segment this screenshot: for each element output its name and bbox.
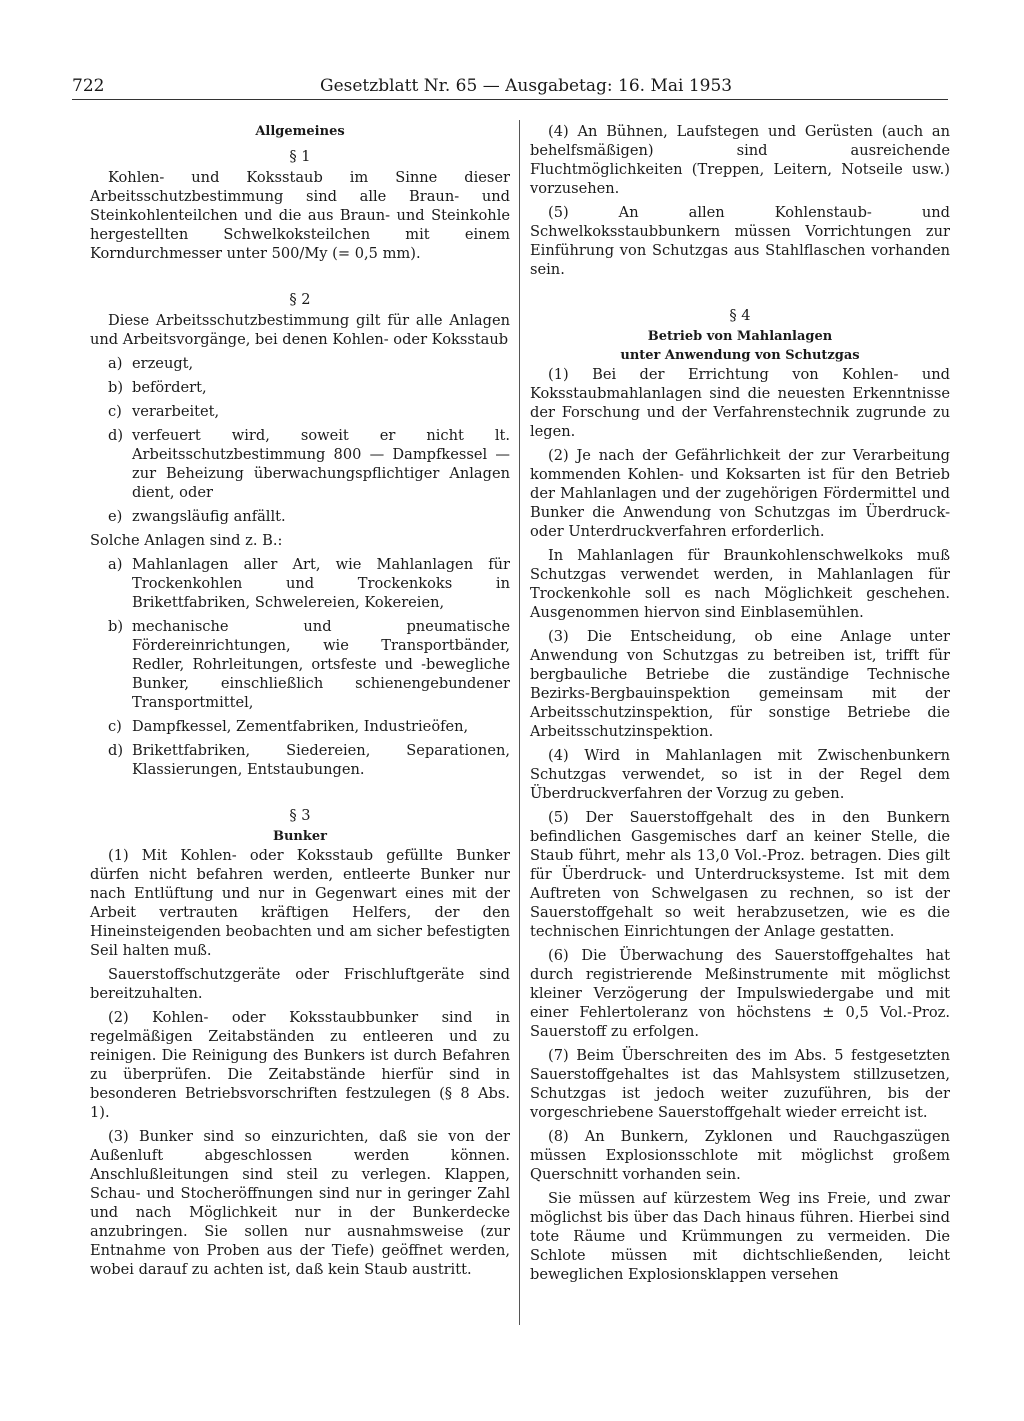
column-divider <box>519 120 520 1325</box>
paragraph: (7) Beim Überschreiten des im Abs. 5 festgesetzten Sauerstoffgehaltes ist das Mahlsystem stillzusetzen, Schutzgas ist jedoch weiter zuzuführen, bis der vorgeschriebene Sauerstoffgehalt wieder erreicht ist. <box>530 1047 950 1121</box>
heading-mahlanlagen: Betrieb von Mahlanlagen <box>647 329 833 344</box>
paragraph: (2) Kohlen- oder Koksstaubbunker sind in regelmäßigen Zeitabständen zu entleeren und zu reinigen. Die Reinigung des Bunkers ist durch Befahren zu überprüfen. Die Zeitabstände hierfür sind in besonderen Betriebsvorschriften festzulegen (§ 8 Abs. 1). <box>90 1009 510 1121</box>
section-mark-2: § 2 <box>289 291 311 308</box>
heading-bunker: Bunker <box>272 829 328 844</box>
running-title: Gesetzblatt Nr. 65 — Ausgabetag: 16. Mai 1953 <box>320 76 733 96</box>
section-mark-3: § 3 <box>289 807 311 824</box>
paragraph: Solche Anlagen sind z. B.: <box>90 532 283 549</box>
list-item: d) Brikettfabriken, Siedereien, Separationen, Klassierungen, Entstaubungen. <box>108 742 510 778</box>
paragraph: (3) Die Entscheidung, ob eine Anlage unter Anwendung von Schutzgas zu betreiben ist, trifft für bergbauliche Betriebe die zuständige Technische Bezirks-Bergbauinspektion gemeinsam mit der Arbeitsschutzinspektion, für sonstige Betriebe die Arbeitsschutzinspektion. <box>530 628 950 740</box>
paragraph: (5) Der Sauerstoffgehalt des in den Bunkern befindlichen Gasgemisches darf an keiner Stelle, die Staub führt, mehr als 13,0 Vol.-Proz. betragen. Dies gilt für Überdruck- und Unterdrucksysteme. Ist mit dem Auftreten von Schwelgasen zu rechnen, so ist der Sauerstoffgehalt so weit herabzusetzen, wie es die technischen Einrichtungen der Anlage gestatten. <box>530 809 950 940</box>
section-mark-1: § 1 <box>289 148 311 165</box>
paragraph: In Mahlanlagen für Braunkohlenschwelkoks muß Schutzgas verwendet werden, in Mahlanlagen für Trockenkohle soll es nach Möglichkeit geschehen. Ausgenommen hiervon sind Einblasemühlen. <box>530 547 950 621</box>
list-item: c) Dampfkessel, Zementfabriken, Industrieöfen, <box>108 718 469 735</box>
left-column <box>90 122 510 1284</box>
list-item: a) Mahlanlagen aller Art, wie Mahlanlagen für Trockenkohlen und Trockenkoks in Brikettfabriken, Schwelereien, Kokereien, <box>108 556 510 611</box>
heading-schutzgas: unter Anwendung von Schutzgas <box>620 348 860 363</box>
header-rule <box>72 99 948 100</box>
list-item: c) verarbeitet, <box>108 403 220 420</box>
paragraph: Diese Arbeitsschutzbestimmung gilt für alle Anlagen und Arbeitsvorgänge, bei denen Kohlen- oder Koksstaub <box>90 312 510 348</box>
paragraph: Sauerstoffschutzgeräte oder Frischluftgeräte sind bereitzuhalten. <box>90 966 510 1002</box>
list-item: a) erzeugt, <box>108 355 194 372</box>
paragraph: (4) Wird in Mahlanlagen mit Zwischenbunkern Schutzgas verwendet, so ist in der Regel dem Überdruckverfahren der Vorzug zu geben. <box>530 747 950 802</box>
right-column <box>530 122 950 1289</box>
paragraph: (2) Je nach der Gefährlichkeit der zur Verarbeitung kommenden Kohlen- und Koksarten ist für den Betrieb der Mahlanlagen und der zugehörigen Fördermittel und Bunker die Anwendung von Schutzgas im Überdruck- oder Unterdruckverfahren erforderlich. <box>530 447 950 540</box>
paragraph: Kohlen- und Koksstaub im Sinne dieser Arbeitsschutzbestimmung sind alle Braun- und Steinkohlenteilchen und die aus Braun- und Steinkohle hergestellten Schwelkoksteilchen mit einem Korndurchmesser unter 500/My (= 0,5 mm). <box>90 169 510 262</box>
page-header <box>72 76 948 102</box>
list-item: e) zwangsläufig anfällt. <box>108 508 286 525</box>
list-item: b) mechanische und pneumatische Fördereinrichtungen, wie Transportbänder, Redler, Rohrleitungen, ortsfeste und -bewegliche Bunker, einschließlich schienengebundener Transportmittel, <box>108 618 510 711</box>
paragraph: (1) Mit Kohlen- oder Koksstaub gefüllte Bunker dürfen nicht befahren werden, entleerte Bunker nur nach Entlüftung und nur in Gegenwart eines mit der Arbeit vertrauten kräftigen Helfers, der den Hineinsteigenden beobachten und am sicher befestigten Seil halten muß. <box>90 847 510 959</box>
section-mark-4: § 4 <box>729 307 751 324</box>
paragraph: (6) Die Überwachung des Sauerstoffgehaltes hat durch registrierende Meßinstrumente mit möglichst kleiner Verzögerung der Impulswiedergabe und mit einer Fehlertoleranz von höchstens ± 0,5 Vol.-Proz. Sauerstoff zu erfolgen. <box>530 947 950 1040</box>
paragraph: (8) An Bunkern, Zyklonen und Rauchgaszügen müssen Explosionsschlote mit möglichst großem Querschnitt vorhanden sein. <box>530 1128 950 1183</box>
page-number: 722 <box>72 76 105 96</box>
paragraph: (4) An Bühnen, Laufstegen und Gerüsten (auch an behelfsmäßigen) sind ausreichende Fluchtmöglichkeiten (Treppen, Leitern, Notseile usw.) vorzusehen. <box>530 123 950 197</box>
list-item: b) befördert, <box>108 379 207 396</box>
paragraph: (3) Bunker sind so einzurichten, daß sie von der Außenluft abgeschlossen werden können. Anschlußleitungen sind steil zu verlegen. Klappen, Schau- und Stocheröffnungen sind nur in geringer Zahl und nach Möglichkeit nur in der Bunkerdecke anzubringen. Sie sollen nur ausnahmsweise (zur Entnahme von Proben aus der Tiefe) geöffnet werden, wobei darauf zu achten ist, daß kein Staub austritt. <box>90 1128 510 1278</box>
paragraph: Sie müssen auf kürzestem Weg ins Freie, und zwar möglichst bis über das Dach hinaus führen. Hierbei sind tote Räume und Krümmungen zu vermeiden. Die Schlote müssen mit dichtschließenden, leicht beweglichen Explosionsklappen versehen <box>530 1190 950 1283</box>
heading-allgemeines: Allgemeines <box>255 124 345 139</box>
paragraph: (1) Bei der Errichtung von Kohlen- und Koksstaubmahlanlagen sind die neuesten Erkenntnisse der Forschung und der Verfahrenstechnik zugrunde zu legen. <box>530 366 950 440</box>
paragraph: (5) An allen Kohlenstaub- und Schwelkoksstaubbunkern müssen Vorrichtungen zur Einführung von Schutzgas aus Stahlflaschen vorhanden sein. <box>530 204 950 278</box>
list-item: d) verfeuert wird, soweit er nicht lt. Arbeitsschutzbestimmung 800 — Dampfkessel — zur Beheizung überwachungspflichtiger Anlagen dient, oder <box>108 427 510 501</box>
